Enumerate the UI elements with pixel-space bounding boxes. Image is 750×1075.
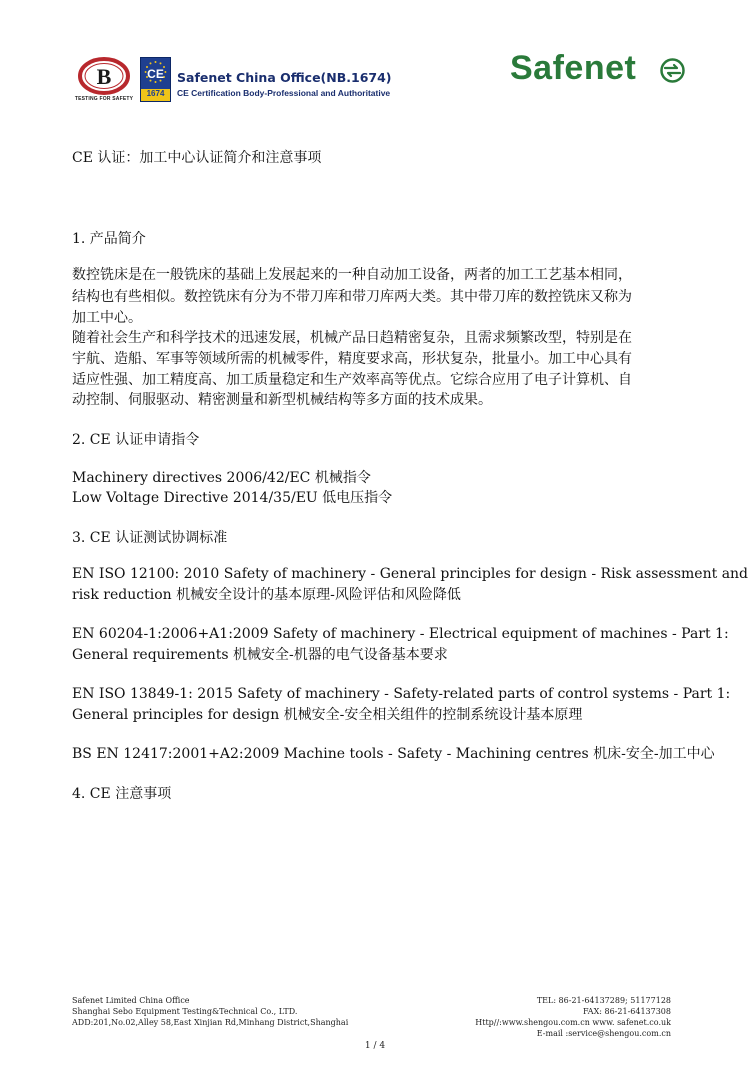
- ce-number: 1674: [141, 89, 170, 101]
- section3-heading: 3. CE 认证测试协调标准: [72, 530, 228, 546]
- standard-line: General requirements 机械安全-机器的电气设备基本要求: [72, 647, 448, 663]
- b-logo-icon: [74, 56, 134, 96]
- directive-item: Low Voltage Directive 2014/35/EU 低电压指令: [72, 490, 393, 506]
- standard-line: EN ISO 12100: 2010 Safety of machinery - General principles for design - Risk assessment and: [72, 566, 749, 582]
- standard-line: General principles for design 机械安全-安全相关组件的控制系统设计基本原理: [72, 707, 583, 723]
- standard-item: [72, 564, 749, 606]
- section1-heading: 1. 产品简介: [72, 231, 146, 247]
- paragraph-line: 宇航、造船、军事等领域所需的机械零件，精度要求高，形状复杂，批量小。加工中心具有: [72, 351, 632, 367]
- section2-heading: 2. CE 认证申请指令: [72, 432, 200, 448]
- paragraph-line: 随着社会生产和科学技术的迅速发展，机械产品日趋精密复杂，且需求频繁改型，特别是在: [72, 330, 632, 346]
- b-testing-logo: [74, 56, 134, 106]
- paragraph-line: 动控制、伺服驱动、精密测量和新型机械结构等多方面的技术成果。: [72, 392, 492, 408]
- directive-item: Machinery directives 2006/42/EC 机械指令: [72, 470, 371, 486]
- footer-tel: TEL: 86-21-64137289; 51177128: [536, 996, 671, 1005]
- footer-email[interactable]: E-mail :service@shengou.com.cn: [536, 1029, 671, 1038]
- footer-fax: FAX: 86-21-64137308: [582, 1007, 671, 1016]
- footer-websites[interactable]: Http//:www.shengou.com.cn www. safenet.co.uk: [475, 1018, 671, 1027]
- standard-line: EN ISO 13849-1: 2015 Safety of machinery - Safety-related parts of control systems - Part 1:: [72, 686, 731, 702]
- footer-line: Safenet Limited China Office: [72, 996, 190, 1005]
- page-number: 1 / 4: [364, 1041, 386, 1051]
- ce-badge: [140, 57, 171, 102]
- standard-line: risk reduction 机械安全设计的基本原理-风险评估和风险降低: [72, 587, 461, 603]
- standard-line: EN 60204-1:2006+A1:2009 Safety of machinery - Electrical equipment of machines - Part 1:: [72, 626, 729, 642]
- section4-heading: 4. CE 注意事项: [72, 786, 172, 802]
- office-subtitle: CE Certification Body-Professional and Authoritative: [177, 88, 391, 98]
- paragraph-line: 数控铣床是在一般铣床的基础上发展起来的一种自动加工设备，两者的加工工艺基本相同，: [72, 267, 632, 283]
- ce-mark: CE: [147, 67, 164, 81]
- footer-company-info: [72, 995, 348, 1028]
- standard-item: [72, 624, 729, 666]
- brand-name: Safenet: [510, 49, 637, 87]
- paragraph-line: 适应性强、加工精度高、加工质量稳定和生产效率高等优点。它综合应用了电子计算机、自: [72, 372, 632, 388]
- footer-line: ADD:201,No.02,Alley 58,East Xinjian Rd,Minhang District,Shanghai: [72, 1018, 349, 1027]
- standard-item: BS EN 12417:2001+A2:2009 Machine tools - Safety - Machining centres 机床-安全-加工中心: [72, 746, 715, 762]
- paragraph-line: 结构也有些相似。数控铣床有分为不带刀库和带刀库两大类。其中带刀库的数控铣床又称为: [72, 289, 632, 305]
- b-logo-tagline: TESTING FOR SAFETY: [74, 96, 134, 102]
- footer-line: Shanghai Sebo Equipment Testing&Technical Co., LTD.: [72, 1007, 298, 1016]
- office-name: Safenet China Office(NB.1674): [177, 70, 392, 85]
- b-logo-letter: B: [96, 64, 112, 89]
- standard-item: [72, 684, 731, 726]
- paragraph-line: 加工中心。: [72, 310, 142, 326]
- footer-contact-info: [475, 995, 671, 1039]
- safenet-arrow-icon: [660, 58, 685, 83]
- document-title: CE 认证：加工中心认证简介和注意事项: [72, 150, 322, 166]
